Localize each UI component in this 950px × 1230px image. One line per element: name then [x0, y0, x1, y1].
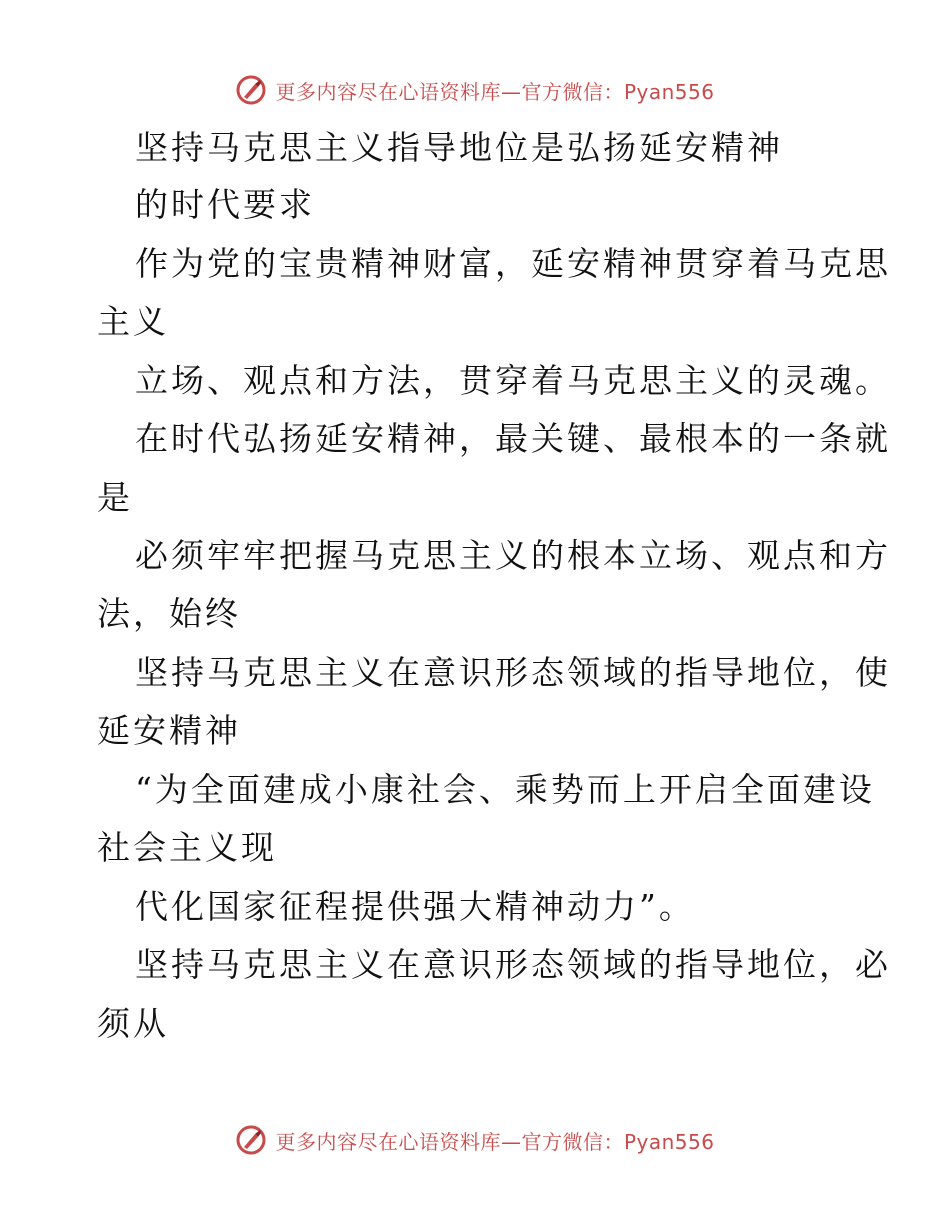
body-line: 立场、观点和方法，贯穿着马克思主义的灵魂。 — [135, 361, 891, 400]
footer-watermark — [0, 1120, 950, 1160]
pen-circle-logo-icon — [235, 74, 267, 106]
body-line: 社会主义现 — [97, 828, 277, 867]
pen-circle-logo-icon — [235, 1124, 267, 1156]
body-line: 须从 — [97, 1004, 169, 1043]
body-line: 坚持马克思主义指导地位是弘扬延安精神 — [135, 128, 783, 167]
body-line: 坚持马克思主义在意识形态领域的指导地位，使 — [135, 653, 891, 692]
watermark-text: 更多内容尽在心语资料库—官方微信：Pyan556 — [275, 1129, 715, 1154]
body-line: 的时代要求 — [135, 185, 315, 224]
body-line: 延安精神 — [97, 711, 241, 750]
watermark-text: 更多内容尽在心语资料库—官方微信：Pyan556 — [275, 79, 715, 104]
body-line: 作为党的宝贵精神财富，延安精神贯穿着马克思 — [135, 244, 891, 283]
body-line: 在时代弘扬延安精神，最关键、最根本的一条就 — [135, 419, 891, 458]
body-line: 坚持马克思主义在意识形态领域的指导地位，必 — [135, 945, 891, 984]
body-line: 代化国家征程提供强大精神动力”。 — [135, 887, 695, 926]
body-line: 是 — [97, 478, 133, 517]
header-watermark — [0, 70, 950, 110]
body-line: 主义 — [97, 302, 169, 341]
body-line: “为全面建成小康社会、乘势而上开启全面建设 — [135, 770, 875, 809]
body-line: 法，始终 — [97, 594, 241, 633]
body-line: 必须牢牢把握马克思主义的根本立场、观点和方 — [135, 536, 891, 575]
